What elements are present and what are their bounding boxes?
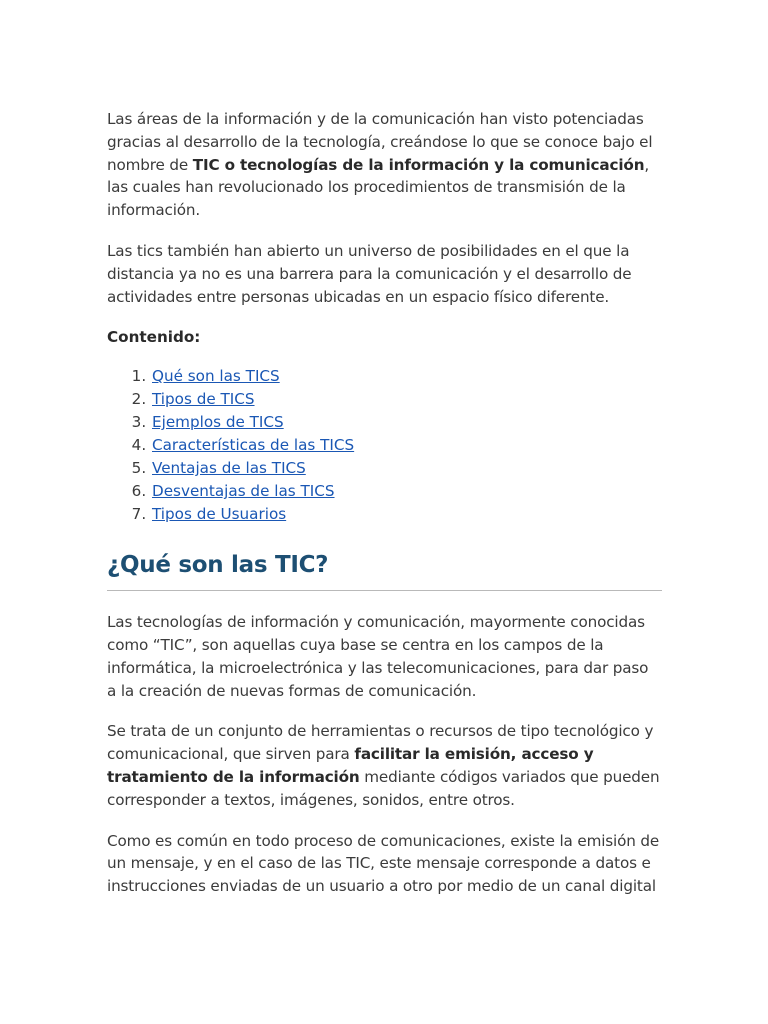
section-paragraph-2 bbox=[107, 720, 662, 811]
intro-paragraph-1 bbox=[107, 108, 662, 222]
toc-link-tipos-usuarios[interactable]: Tipos de Usuarios bbox=[152, 505, 287, 524]
intro-p1-text-b: , las cuales han revolucionado los procedimientos de transmisión de la información. bbox=[107, 155, 650, 220]
toc-item bbox=[151, 388, 662, 411]
section-p2-text-b: mediante códigos variados que pueden corresponder a textos, imágenes, sonidos, entre otros. bbox=[107, 767, 660, 809]
table-of-contents bbox=[107, 365, 662, 526]
toc-link-ventajas[interactable]: Ventajas de las TICS bbox=[152, 459, 306, 478]
intro-p1-bold: TIC o tecnologías de la información y la comunicación bbox=[192, 155, 645, 174]
toc-item bbox=[151, 503, 662, 526]
toc-link-caracteristicas[interactable]: Características de las TICS bbox=[152, 436, 355, 455]
toc-item bbox=[151, 411, 662, 434]
toc-item bbox=[151, 434, 662, 457]
section-paragraph-1: Las tecnologías de información y comunicación, mayormente conocidas como “TIC”, son aquellas cuya base se centra en los campos de la informática, la microelectrónica y las telecomunicaciones, para dar paso a la creación de nuevas formas de comunicación. bbox=[107, 613, 649, 700]
section-paragraph-3: Como es común en todo proceso de comunicaciones, existe la emisión de un mensaje, y en el caso de las TIC, este mensaje corresponde a datos e instrucciones enviadas de un usuario a otro por medio de un canal digital bbox=[107, 831, 660, 896]
toc-item bbox=[151, 480, 662, 503]
section-p2-text-a: Se trata de un conjunto de herramientas o recursos de tipo tecnológico y comunicacional, que sirven para bbox=[107, 722, 654, 764]
section-heading: ¿Qué son las TIC? bbox=[107, 550, 662, 591]
toc-item bbox=[151, 365, 662, 388]
document-page bbox=[107, 108, 662, 916]
toc-link-que-son[interactable]: Qué son las TICS bbox=[152, 367, 280, 386]
toc-link-desventajas[interactable]: Desventajas de las TICS bbox=[152, 482, 335, 501]
toc-link-tipos[interactable]: Tipos de TICS bbox=[152, 390, 255, 409]
section-p2-bold: facilitar la emisión, acceso y tratamiento de la información bbox=[107, 745, 594, 786]
intro-p1-text-a: Las áreas de la información y de la comunicación han visto potenciadas gracias al desarrollo de la tecnología, creándose lo que se conoce bajo el nombre de bbox=[107, 110, 653, 174]
contents-label: Contenido: bbox=[107, 328, 201, 347]
toc-link-ejemplos[interactable]: Ejemplos de TICS bbox=[152, 413, 284, 432]
intro-paragraph-2: Las tics también han abierto un universo de posibilidades en el que la distancia ya no es una barrera para la comunicación y el desarrollo de actividades entre personas ubicadas en un espacio físico diferente. bbox=[107, 241, 632, 306]
toc-item bbox=[151, 457, 662, 480]
